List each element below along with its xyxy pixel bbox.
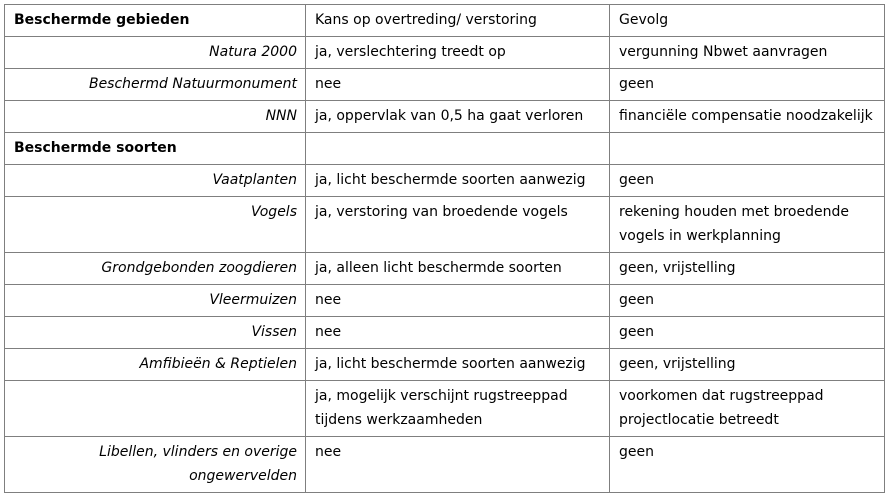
- empty-cell: [306, 133, 610, 165]
- row-kans: nee: [306, 317, 610, 349]
- table-row: [5, 349, 885, 381]
- row-label: Libellen, vlinders en overige ongewervelden: [5, 437, 306, 493]
- row-gevolg: geen: [610, 69, 885, 101]
- row-gevolg: voorkomen dat rugstreeppad projectlocatie betreedt: [610, 381, 885, 437]
- row-gevolg: geen: [610, 285, 885, 317]
- table-row: [5, 253, 885, 285]
- row-gevolg: geen: [610, 437, 885, 493]
- row-label: Natura 2000: [5, 37, 306, 69]
- row-gevolg: geen: [610, 165, 885, 197]
- row-label: Beschermd Natuurmonument: [5, 69, 306, 101]
- row-kans: ja, alleen licht beschermde soorten: [306, 253, 610, 285]
- table-row: [5, 37, 885, 69]
- header-gevolg: Gevolg: [610, 5, 885, 37]
- section-header-row: [5, 133, 885, 165]
- row-kans: ja, licht beschermde soorten aanwezig: [306, 349, 610, 381]
- header-kans: Kans op overtreding/ verstoring: [306, 5, 610, 37]
- row-kans: nee: [306, 285, 610, 317]
- row-gevolg: geen: [610, 317, 885, 349]
- row-label: NNN: [5, 101, 306, 133]
- row-kans: nee: [306, 69, 610, 101]
- table-row: [5, 69, 885, 101]
- table-row: [5, 381, 885, 437]
- row-kans: ja, verstoring van broedende vogels: [306, 197, 610, 253]
- row-kans: nee: [306, 437, 610, 493]
- row-gevolg: geen, vrijstelling: [610, 253, 885, 285]
- row-kans: ja, mogelijk verschijnt rugstreeppad tijdens werkzaamheden: [306, 381, 610, 437]
- row-gevolg: vergunning Nbwet aanvragen: [610, 37, 885, 69]
- row-kans: ja, licht beschermde soorten aanwezig: [306, 165, 610, 197]
- table-row: [5, 317, 885, 349]
- table-row: [5, 285, 885, 317]
- header-beschermde-gebieden: Beschermde gebieden: [5, 5, 306, 37]
- table-row: [5, 437, 885, 493]
- row-kans: ja, oppervlak van 0,5 ha gaat verloren: [306, 101, 610, 133]
- row-gevolg: geen, vrijstelling: [610, 349, 885, 381]
- row-label: Vissen: [5, 317, 306, 349]
- empty-cell: [610, 133, 885, 165]
- table-header-row: [5, 5, 885, 37]
- row-gevolg: rekening houden met broedende vogels in werkplanning: [610, 197, 885, 253]
- row-label: Grondgebonden zoogdieren: [5, 253, 306, 285]
- row-label: Vogels: [5, 197, 306, 253]
- table-row: [5, 197, 885, 253]
- header-beschermde-soorten: Beschermde soorten: [5, 133, 306, 165]
- protection-table: [4, 4, 885, 493]
- row-gevolg: financiële compensatie noodzakelijk: [610, 101, 885, 133]
- row-label: Vleermuizen: [5, 285, 306, 317]
- row-label: Amfibieën & Reptielen: [5, 349, 306, 381]
- table-row: [5, 165, 885, 197]
- row-label: Vaatplanten: [5, 165, 306, 197]
- table-row: [5, 101, 885, 133]
- row-label: [5, 381, 306, 437]
- row-kans: ja, verslechtering treedt op: [306, 37, 610, 69]
